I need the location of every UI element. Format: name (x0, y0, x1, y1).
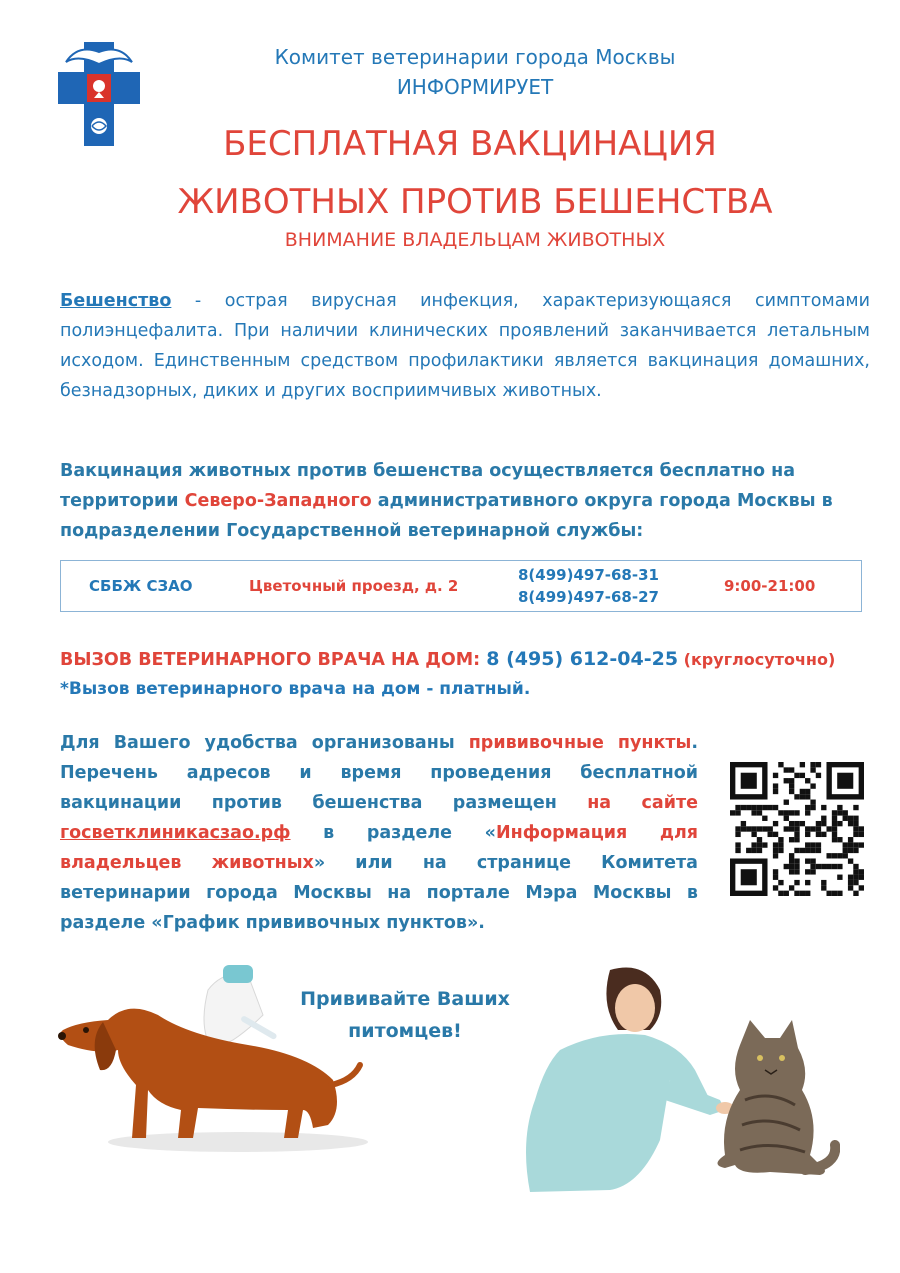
home-call-note: (круглосуточно) (678, 650, 836, 669)
dachshund-photo (48, 960, 368, 1160)
points-text-2: . Перечень адресов и время проведения бесплатной вакцинации против бешенства размещен (60, 733, 698, 813)
intro-text: - острая вирусная инфекция, характеризующаяся симптомами полиэнцефалита. При наличии клинических проявлений заканчивается летальным исходом. Единственным средством профилактики является вакцинация домашних, безнадзорных, диких и других восприимчивых животных. (60, 291, 870, 401)
clinic-address: Цветочный проезд, д. 2 (249, 577, 459, 595)
subtitle: ВНИМАНИЕ ВЛАДЕЛЬЦАМ ЖИВОТНЫХ (284, 229, 666, 251)
vaccination-points-highlight: прививочные пункты (468, 733, 692, 753)
clinic-info-table (60, 560, 862, 612)
paid-call-note: *Вызов ветеринарного врача на дом - платный. (60, 679, 531, 699)
owners-info-section: Информация для владельцев животных (60, 823, 699, 873)
vaccination-text-2: административного округа города Москвы в подразделении Государственной ветеринарной службы: (60, 491, 833, 541)
organization-title: Комитет ветеринарии города Москвы (274, 45, 676, 69)
main-title-line1: БЕСПЛАТНАЯ ВАКЦИНАЦИЯ (223, 124, 717, 164)
points-text-4: » или на странице Комитета ветеринарии города Москвы на портале Мэра Москвы в разделе «График прививочных пунктов». (60, 853, 698, 933)
qr-code[interactable] (730, 762, 864, 896)
home-call-phone[interactable]: 8 (495) 612-04-25 (486, 648, 679, 670)
intro-paragraph (60, 286, 870, 406)
organization-name (190, 42, 760, 102)
clinic-phones (518, 561, 659, 611)
points-text-1: Для Вашего удобства организованы (60, 733, 469, 753)
clinic-phone-1[interactable]: 8(499)497-68-31 (518, 566, 659, 584)
vaccination-paragraph (60, 456, 865, 546)
home-call-label: ВЫЗОВ ВЕТЕРИНАРНОГО ВРАЧА НА ДОМ: (60, 650, 487, 670)
vaccination-points-paragraph (60, 728, 698, 938)
slogan-line1: Прививайте Ваших (300, 988, 510, 1010)
district-name: Северо-Западного (184, 491, 372, 511)
vaccination-text-1: Вакцинация животных против бешенства осуществляется бесплатно на территории (60, 461, 796, 511)
clinic-name: СББЖ СЗАО (89, 577, 193, 595)
home-call-line (60, 644, 880, 675)
slogan-line2: питомцев! (348, 1020, 462, 1042)
informs-label: ИНФОРМИРУЕТ (396, 75, 554, 99)
main-title-line2: ЖИВОТНЫХ ПРОТИВ БЕШЕНСТВА (177, 182, 773, 222)
clinic-hours: 9:00-21:00 (724, 577, 816, 595)
on-site-highlight: на сайте (587, 793, 698, 813)
website-link[interactable]: госветклиникасзао.рф (60, 823, 291, 843)
points-text-3: в разделе « (290, 823, 496, 843)
clinic-phone-2[interactable]: 8(499)497-68-27 (518, 588, 659, 606)
vet-with-cat-photo (520, 960, 840, 1195)
rabies-term: Бешенство (60, 291, 172, 311)
